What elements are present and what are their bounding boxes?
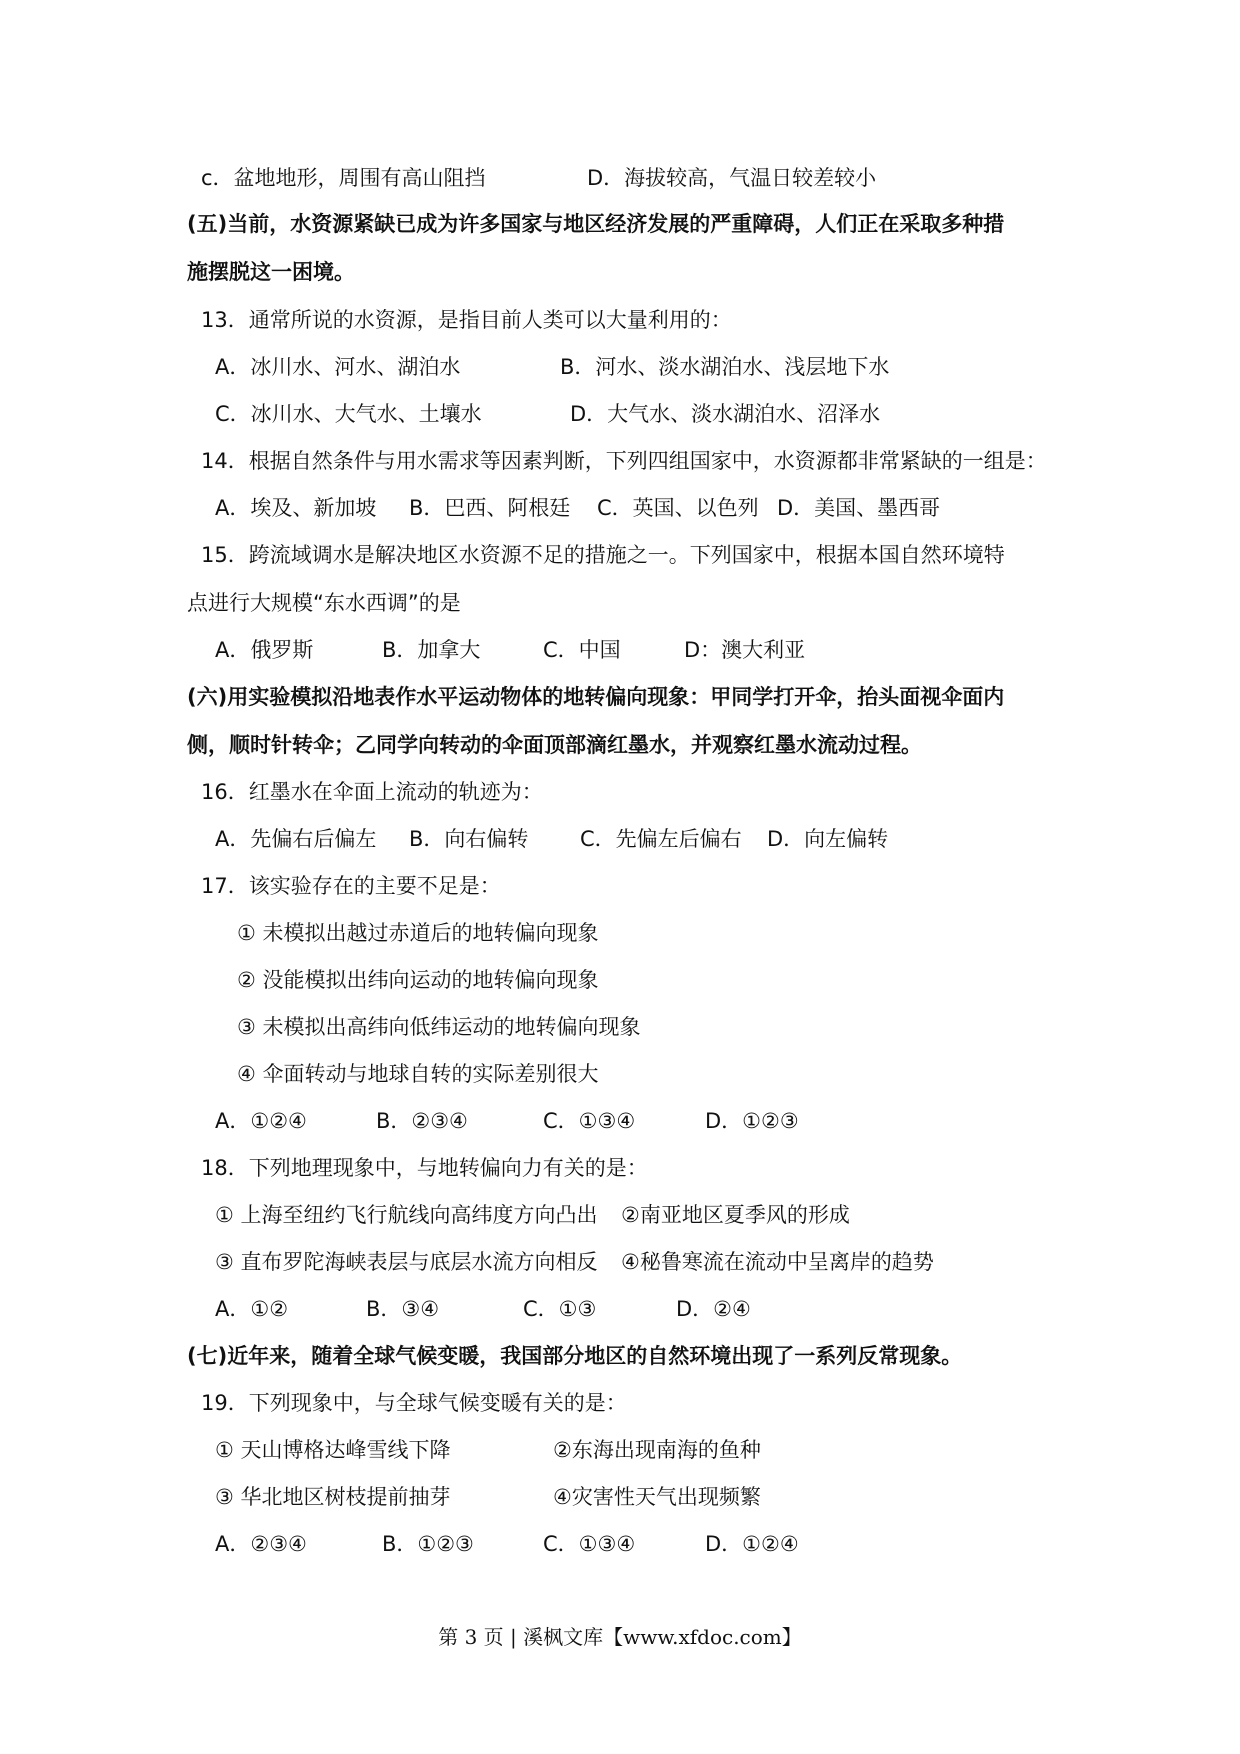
q15-options-row — [0, 635, 1240, 815]
q13-stem: 13．通常所说的水资源，是指目前人类可以大量利用的： — [201, 308, 732, 332]
q18-statement-1: ① 上海至纽约飞行航线向高纬度方向凸出 — [215, 1203, 598, 1227]
q19-statement-2: ②东海出现南海的鱼种 — [553, 1438, 761, 1462]
q17-statement-3: ③ 未模拟出高纬向低纬运动的地转偏向现象 — [237, 1015, 641, 1039]
q14-stem: 14．根据自然条件与用水需求等因素判断，下列四组国家中，水资源都非常紧缺的一组是： — [201, 449, 1047, 473]
q17-statement-1: ① 未模拟出越过赤道后的地转偏向现象 — [237, 921, 599, 945]
q15-stem-line2: 点进行大规模“东水西调”的是 — [187, 591, 461, 615]
section-5-heading-line1: (五)当前，水资源紧缺已成为许多国家与地区经济发展的严重障碍，人们正在采取多种措 — [187, 212, 1005, 236]
q19-statement-3: ③ 华北地区树枝提前抽芽 — [215, 1485, 451, 1509]
q18-option-c: C．①③ — [523, 1297, 597, 1321]
q17-statement-2: ② 没能模拟出纬向运动的地转偏向现象 — [237, 968, 599, 992]
q18-statement-3: ③ 直布罗陀海峡表层与底层水流方向相反 — [215, 1250, 598, 1274]
q14-option-a: A．埃及、新加坡 — [215, 496, 377, 520]
q18-option-a: A．①② — [215, 1297, 289, 1321]
q19-option-b: B．①②③ — [382, 1532, 474, 1556]
q13-option-a: A．冰川水、河水、湖泊水 — [215, 355, 461, 379]
q13-option-c: C．冰川水、大气水、土壤水 — [215, 402, 482, 426]
q14-option-b: B．巴西、阿根廷 — [409, 496, 571, 520]
q16-option-b: B．向右偏转 — [409, 827, 529, 851]
q13-option-d: D．大气水、淡水湖泊水、沼泽水 — [570, 402, 881, 426]
q12-option-d: D．海拔较高，气温日较差较小 — [587, 166, 877, 190]
q16-stem: 16．红墨水在伞面上流动的轨迹为： — [201, 780, 543, 804]
q19-option-a: A．②③④ — [215, 1532, 307, 1556]
q19-statement-4: ④灾害性天气出现频繁 — [553, 1485, 761, 1509]
q19-options-row — [0, 1529, 1240, 1709]
q19-option-c: C．①③④ — [543, 1532, 636, 1556]
q17-option-d: D．①②③ — [705, 1109, 799, 1133]
q17-option-b: B．②③④ — [376, 1109, 468, 1133]
q17-stem: 17．该实验存在的主要不足是： — [201, 874, 501, 898]
section-5-heading-line2: 施摆脱这一困境。 — [187, 260, 355, 284]
q18-statement-4: ④秘鲁寒流在流动中呈离岸的趋势 — [621, 1250, 934, 1274]
q15-option-c: C．中国 — [543, 638, 621, 662]
q18-option-b: B．③④ — [366, 1297, 440, 1321]
section-6-heading-line2: 侧，顺时针转伞；乙同学向转动的伞面顶部滴红墨水，并观察红墨水流动过程。 — [187, 733, 922, 757]
q12-option-c: c．盆地地形，周围有高山阻挡 — [201, 166, 486, 190]
q15-option-b: B．加拿大 — [382, 638, 481, 662]
q14-option-d: D．美国、墨西哥 — [777, 496, 941, 520]
q15-option-d: D：澳大利亚 — [684, 638, 806, 662]
page-footer: 第 3 页 | 溪枫文库【www.xfdoc.com】 — [438, 1625, 802, 1649]
q16-options-row — [0, 824, 1240, 1004]
q19-statement-1: ① 天山博格达峰雪线下降 — [215, 1438, 451, 1462]
q18-stem: 18．下列地理现象中，与地转偏向力有关的是： — [201, 1156, 648, 1180]
q15-option-a: A．俄罗斯 — [215, 638, 314, 662]
section-7-heading: (七)近年来，随着全球气候变暖，我国部分地区的自然环境出现了一系列反常现象。 — [187, 1344, 963, 1368]
q14-option-c: C．英国、以色列 — [597, 496, 759, 520]
q17-option-a: A．①②④ — [215, 1109, 307, 1133]
section-6-heading-line1: (六)用实验模拟沿地表作水平运动物体的地转偏向现象：甲同学打开伞，抬头面视伞面内 — [187, 685, 1005, 709]
q17-option-c: C．①③④ — [543, 1109, 636, 1133]
q16-option-a: A．先偏右后偏左 — [215, 827, 377, 851]
q19-option-d: D．①②④ — [705, 1532, 799, 1556]
q17-statement-4: ④ 伞面转动与地球自转的实际差别很大 — [237, 1062, 599, 1086]
q18-statement-2: ②南亚地区夏季风的形成 — [621, 1203, 850, 1227]
q16-option-c: C．先偏左后偏右 — [580, 827, 742, 851]
q13-option-b: B．河水、淡水湖泊水、浅层地下水 — [560, 355, 890, 379]
q19-stem: 19．下列现象中，与全球气候变暖有关的是： — [201, 1391, 627, 1415]
q15-stem-line1: 15．跨流域调水是解决地区水资源不足的措施之一。下列国家中，根据本国自然环境特 — [201, 543, 1005, 567]
q18-option-d: D．②④ — [676, 1297, 751, 1321]
q16-option-d: D．向左偏转 — [767, 827, 889, 851]
